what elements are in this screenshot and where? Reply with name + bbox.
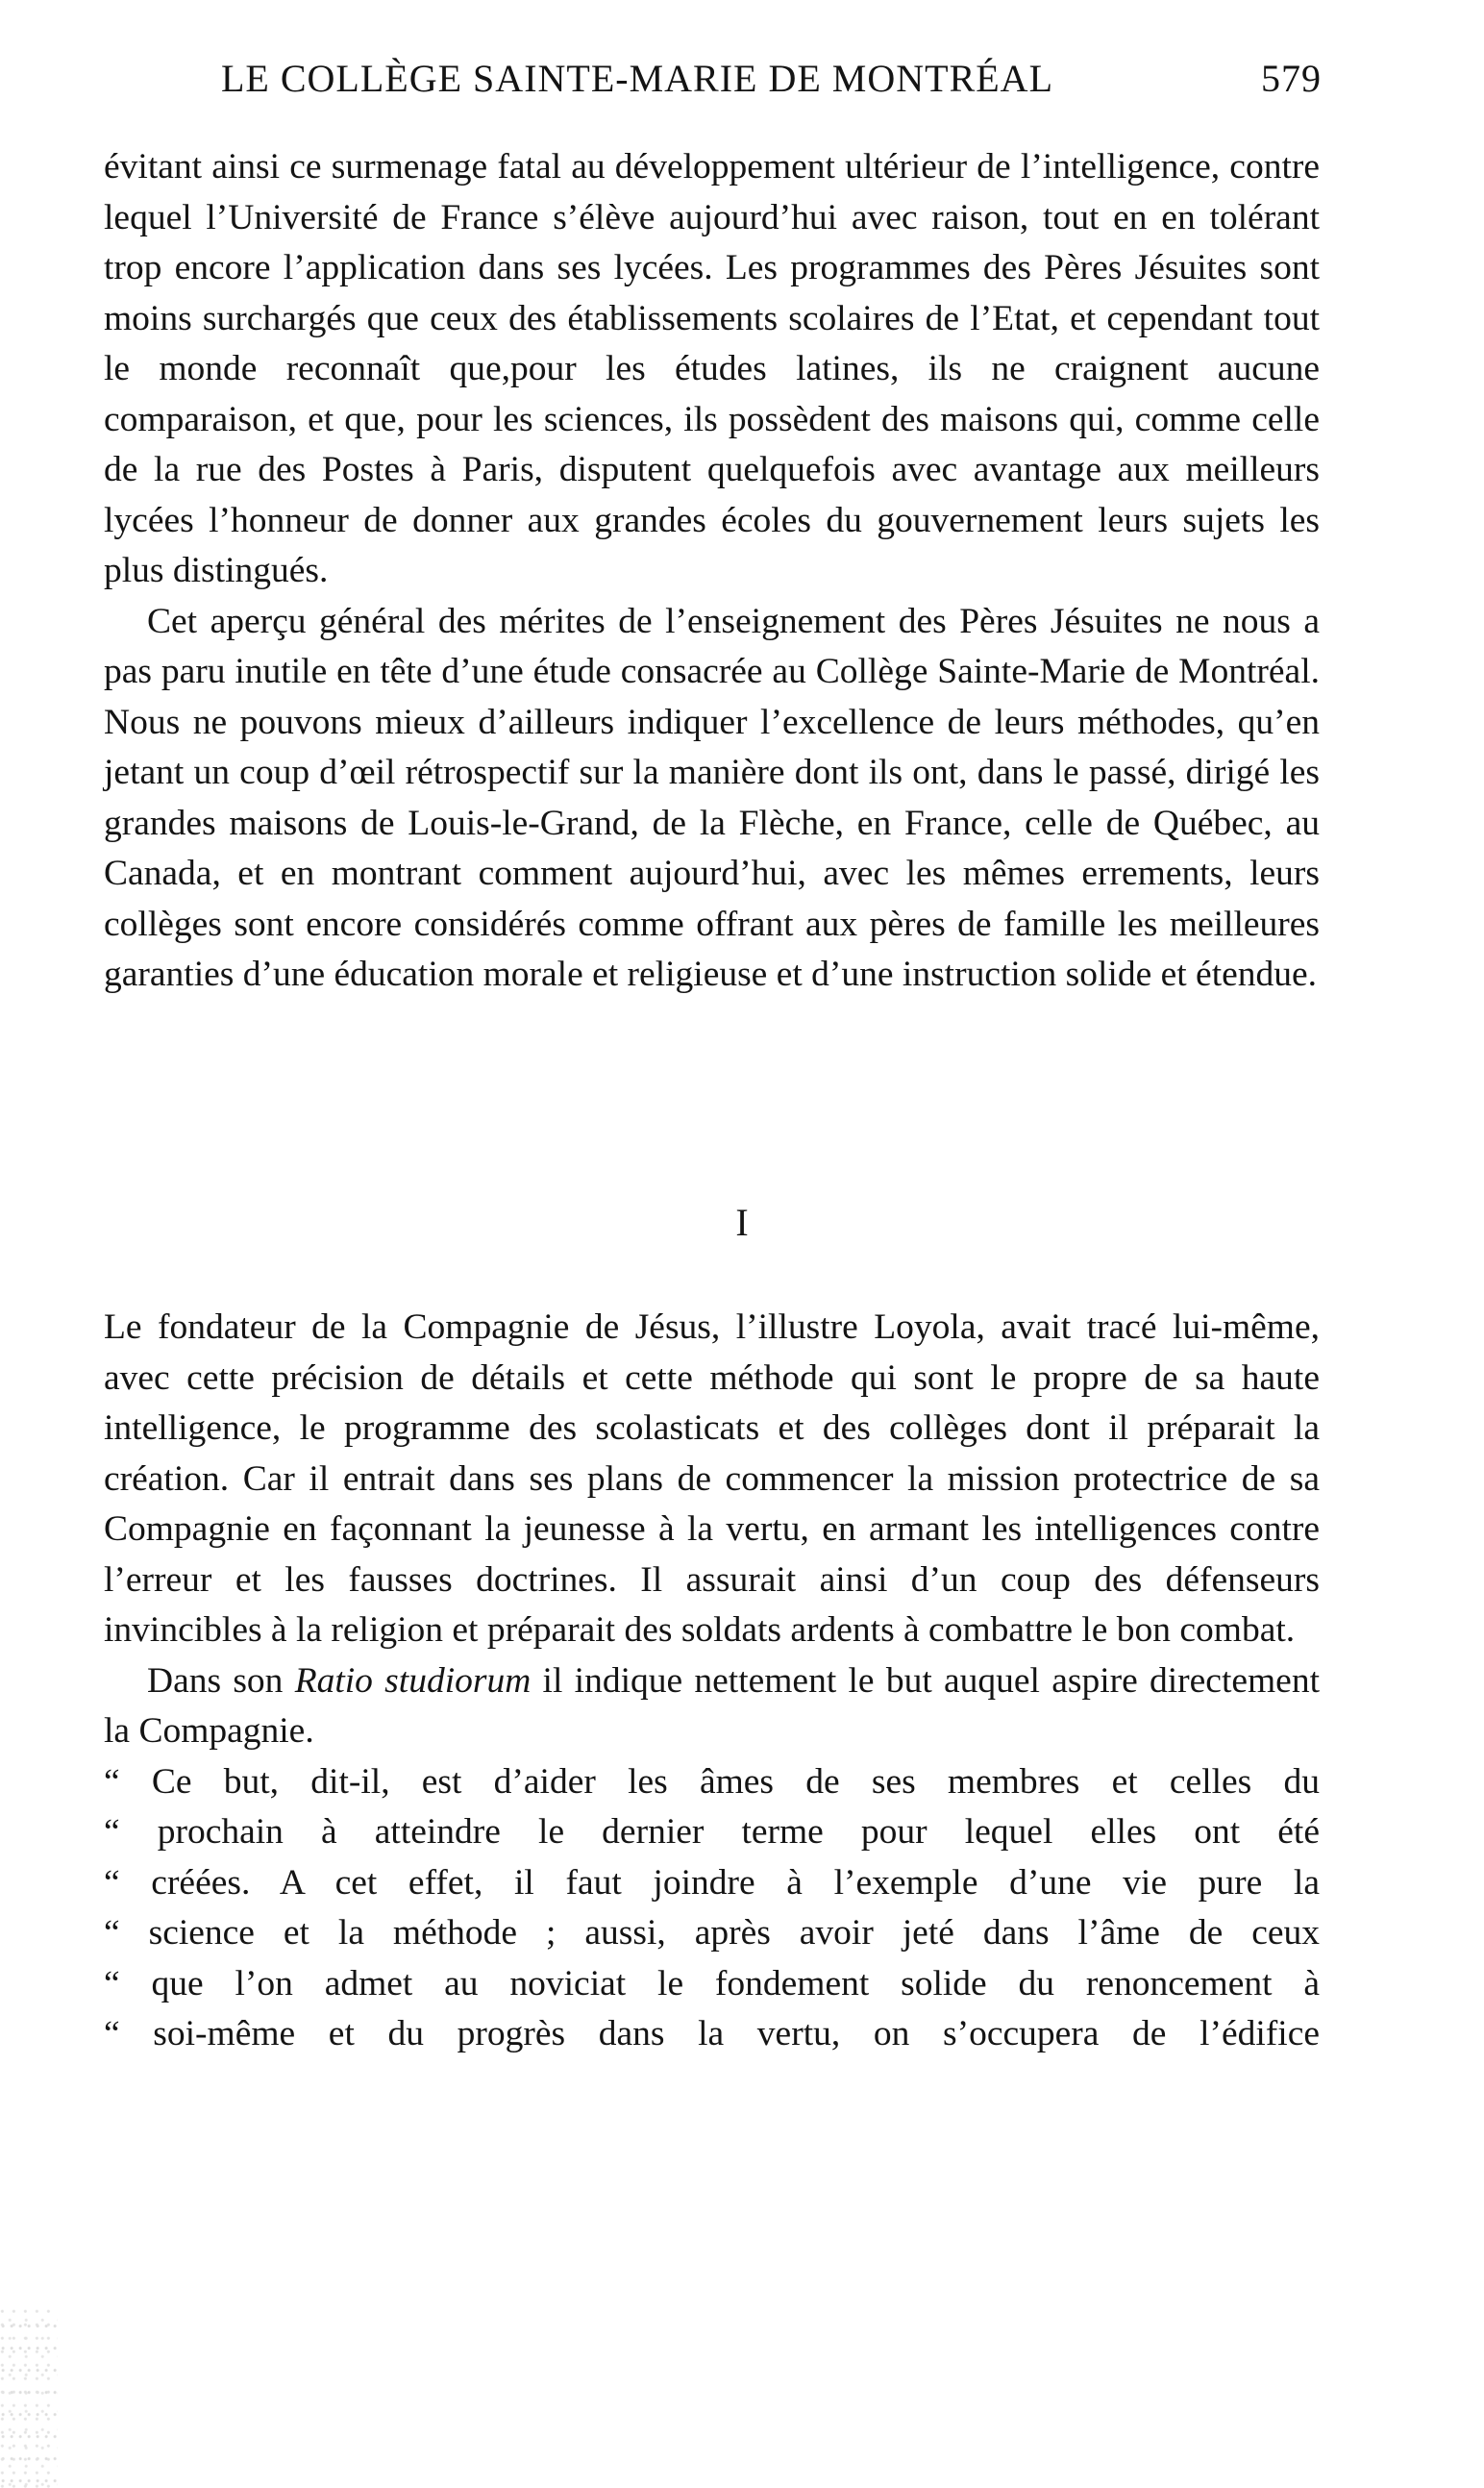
ratio-quote [104, 1757, 1320, 2060]
section-paragraph-2 [104, 1656, 1320, 1757]
page-number: 579 [1261, 57, 1322, 100]
quote-line: “ Ce but, dit-il, est d’aider les âmes de ses membres et celles du [104, 1761, 1320, 1802]
running-header [221, 56, 1322, 113]
section-text [104, 1303, 1320, 2060]
paragraph-2-rest: il indique nettement le but auquel aspire directement la Compagnie. [104, 1660, 1320, 1751]
running-title: LE COLLÈGE SAINTE-MARIE DE MONTRÉAL [221, 57, 1053, 100]
intro-text [104, 142, 1320, 1001]
intro-paragraph-1: évitant ainsi ce surmenage fatal au développement ultérieur de l’intelligence, contre lequel l’Université de France s’élève aujourd’hui avec raison, tout en en tolérant trop encore l’application dans ses lycées. Les programmes des Pères Jésuites sont moins surchargés que ceux des établissements scolaires de l’Etat, et cependant tout le monde reconnaît que,pour les études latines, ils ne craignent aucune comparaison, et que, pour les sciences, ils possèdent des maisons qui, comme celle de la rue des Postes à Paris, disputent quelquefois avec avantage aux meilleurs lycées l’honneur de donner aux grandes écoles du gouvernement leurs sujets les plus distingués. [104, 147, 1320, 590]
quote-line: “ science et la méthode ; aussi, après avoir jeté dans l’âme de ceux [104, 1913, 1320, 1953]
intro-paragraph-2: Cet aperçu général des mérites de l’enseignement des Pères Jésuites ne nous a pas paru inutile en tête d’une étude consacrée au Collège Sainte-Marie de Montréal. Nous ne pouvons mieux d’ailleurs indiquer l’excellence de leurs méthodes, qu’en jetant un coup d’œil rétrospectif sur la manière dont ils ont, dans le passé, dirigé les grandes maisons de Louis-le-Grand, de la Flèche, en France, celle de Québec, au Canada, et en montrant comment aujourd’hui, avec les mêmes errements, leurs collèges sont encore considérés comme offrant aux pères de famille les meilleures garanties d’une éducation morale et religieuse et d’une instruction solide et étendue. [104, 601, 1320, 994]
ratio-studiorum-title: Ratio studiorum [294, 1660, 532, 1701]
quote-line: “ prochain à atteindre le dernier terme pour lequel elles ont été [104, 1812, 1320, 1852]
quote-line: “ soi-même et du progrès dans la vertu, on s’occupera de l’édifice [104, 2014, 1320, 2053]
scan-speckle [0, 2307, 58, 2488]
quote-line: “ créées. A cet effet, il faut joindre à l’exemple d’une vie pure la [104, 1862, 1320, 1903]
section-paragraph-1: Le fondateur de la Compagnie de Jésus, l’illustre Loyola, avait tracé lui-même, avec cette précision de détails et cette méthode qui sont le propre de sa haute intelligence, le programme des scolasticats et des collèges dont il préparait la création. Car il entrait dans ses plans de commencer la mission protectrice de sa Compagnie en façonnant la jeunesse à la vertu, en armant les intelligences contre l’erreur et les fausses doctrines. Il assurait ainsi d’un coup des défenseurs invincibles à la religion et préparait des soldats ardents à combattre le bon combat. [104, 1307, 1320, 1650]
section-heading: I [735, 1201, 749, 1244]
quote-line: “ que l’on admet au noviciat le fondement solide du renoncement à [104, 1963, 1320, 2003]
paragraph-2-lead: Dans son [147, 1660, 295, 1701]
